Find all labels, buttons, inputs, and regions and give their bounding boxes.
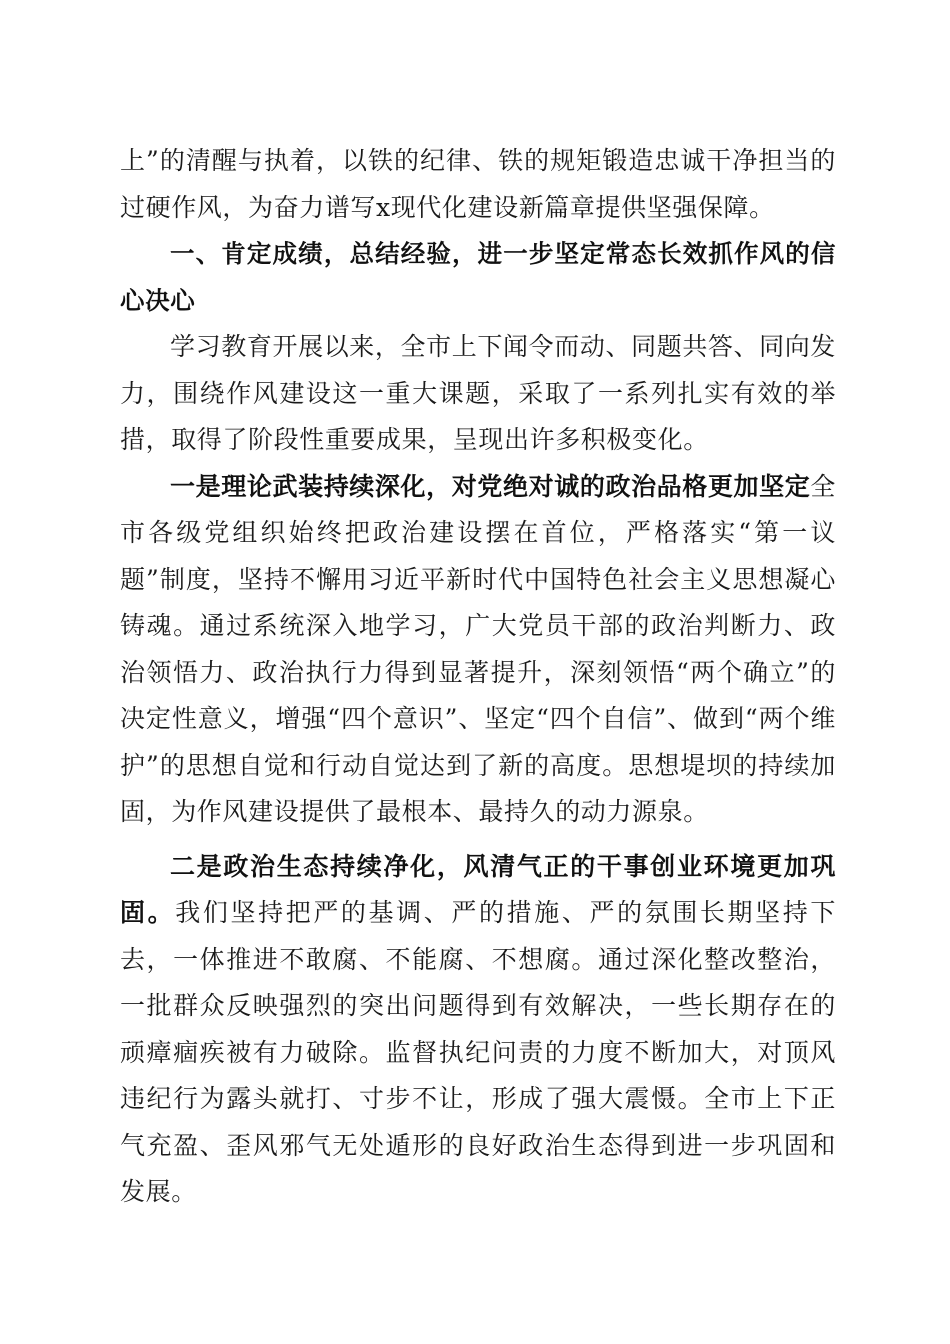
point-two-body: 我们坚持把严的基调、严的措施、严的氛围长期坚持下去，一体推进不敢腐、不能腐、不想腐。通过深化整改整治，一批群众反映强烈的突出问题得到有效解决，一些长期存在的顽瘴痼疾被有力破除。监督执纪问责的力度不断加大，对顶风违纪行为露头就打、寸步不让，形成了强大震慑。全市上下正气充盈、歪风邪气无处遁形的良好政治生态得到进一步巩固和发展。	[120, 898, 836, 1206]
paragraph-gap	[120, 836, 836, 844]
section-heading: 一、肯定成绩，总结经验，进一步坚定常态长效抓作风的信心决心	[120, 239, 836, 315]
point-one-body: 全市各级党组织始终把政治建设摆在首位，严格落实“第一议题”制度，坚持不懈用习近平新时代中国特色社会主义思想凝心铸魂。通过系统深入地学习，广大党员干部的政治判断力、政治领悟力、政治执行力得到显著提升，深刻领悟“两个确立”的决定性意义，增强“四个意识”、坚定“四个自信”、做到“两个维护”的思想自觉和行动自觉达到了新的高度。思想堤坝的持续加固，为作风建设提供了最根本、最持久的动力源泉。	[120, 471, 836, 826]
summary-paragraph: 学习教育开展以来，全市上下闻令而动、同题共答、同向发力，围绕作风建设这一重大课题，采取了一系列扎实有效的举措，取得了阶段性重要成果，呈现出许多积极变化。	[120, 332, 836, 454]
point-two-lead: 二是政治生态持续净化，风清气正的干事创业环境更加巩固。	[120, 851, 836, 927]
point-two-paragraph	[120, 844, 836, 1216]
point-one-paragraph	[120, 464, 836, 836]
intro-paragraph: 上”的清醒与执着，以铁的纪律、铁的规矩锻造忠诚干净担当的过硬作风，为奋力谱写x现代化建设新篇章提供坚强保障。	[120, 146, 836, 222]
point-one-lead: 一是理论武装持续深化，对党绝对诚的政治品格更加坚定	[170, 471, 811, 501]
document-body	[120, 138, 836, 1216]
